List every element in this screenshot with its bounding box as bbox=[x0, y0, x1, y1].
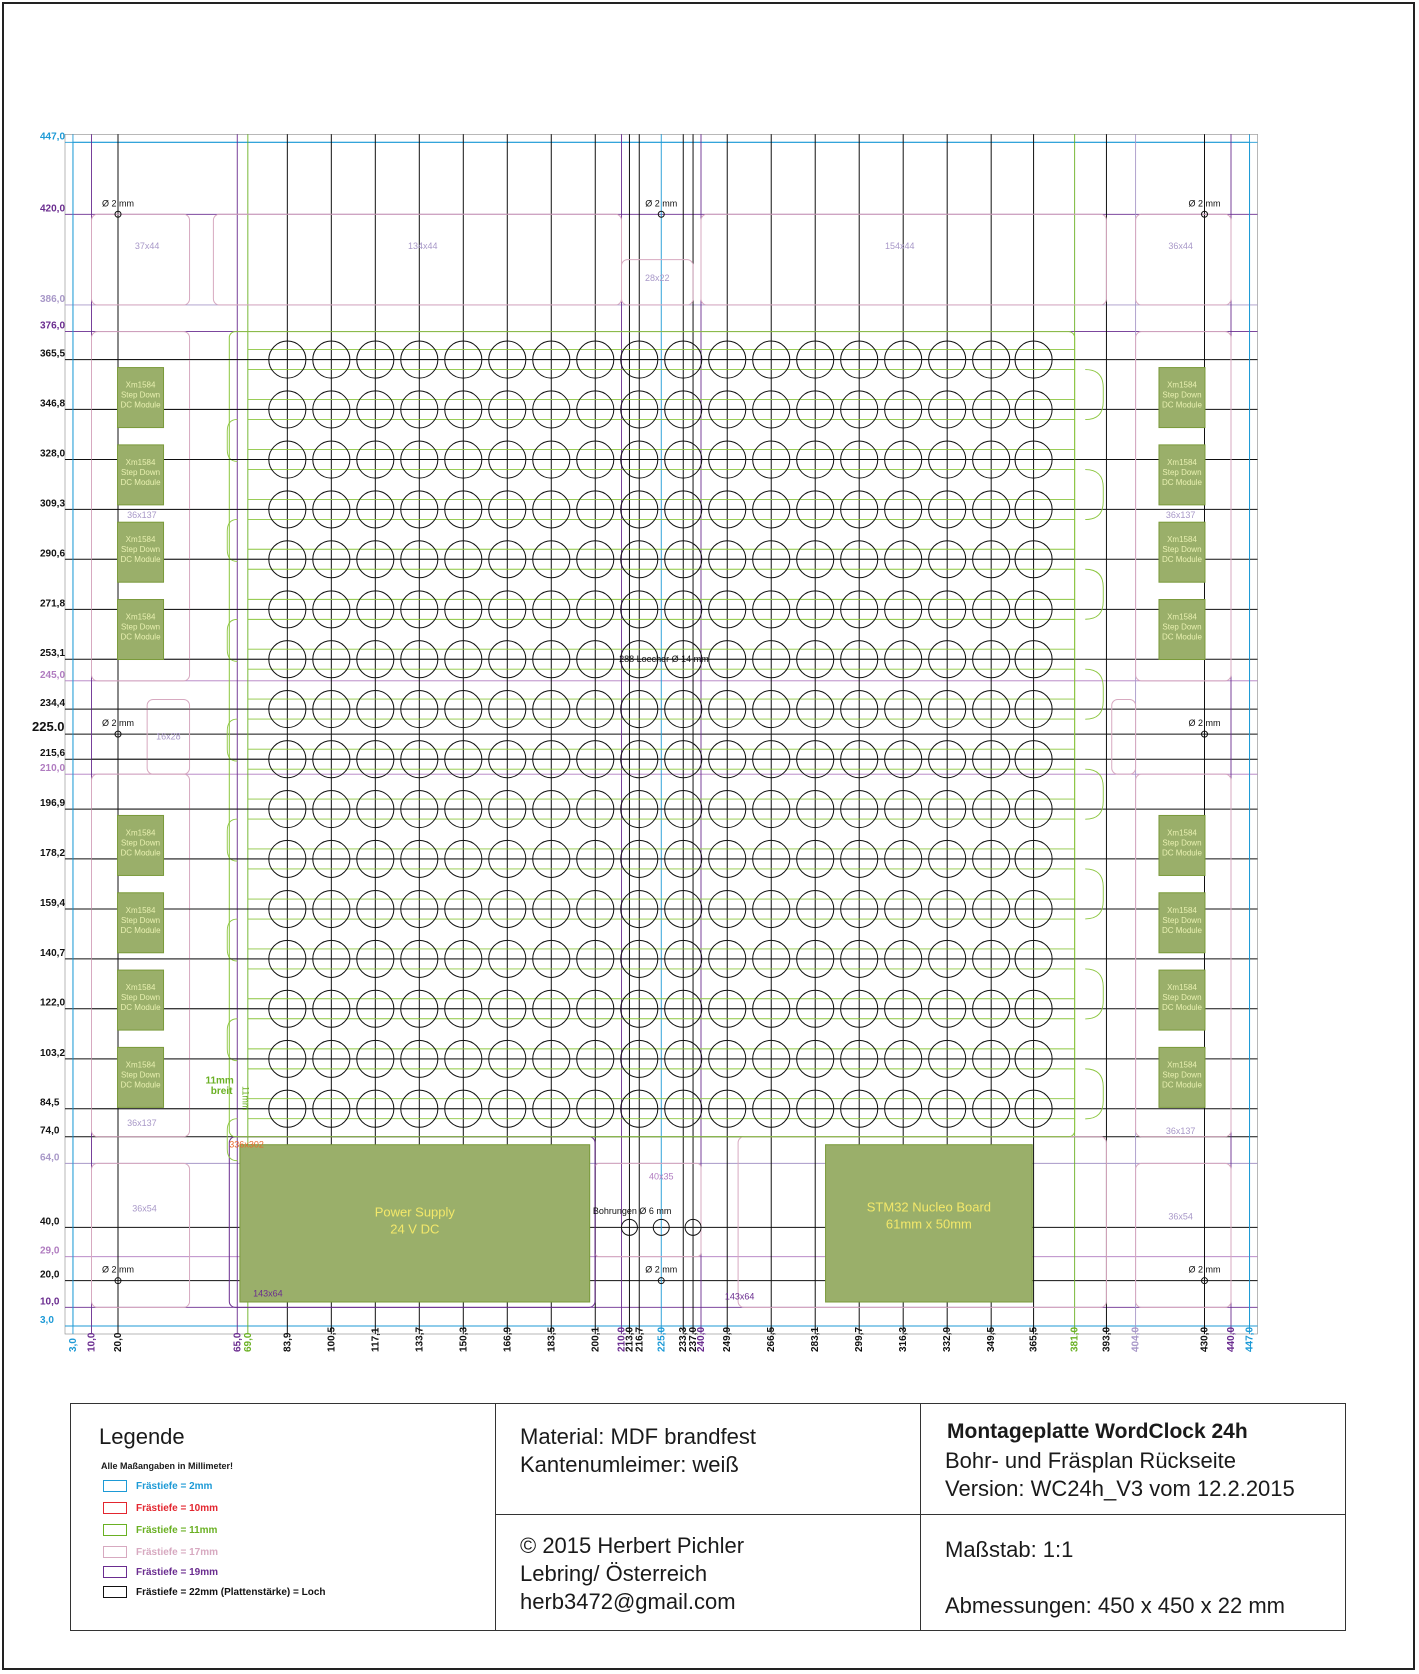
y-dimension-label: 40,0 bbox=[40, 1216, 60, 1228]
y-dimension-label: 447,0 bbox=[40, 131, 66, 143]
drill-label: Ø 2 mm bbox=[102, 198, 135, 209]
legend-swatch bbox=[103, 1566, 127, 1578]
y-dimension-label: 245,0 bbox=[40, 669, 66, 681]
pocket-label: 36x44 bbox=[1168, 240, 1193, 251]
channel-loop bbox=[1085, 370, 1103, 420]
edging-text: Kantenumleimer: weiß bbox=[520, 1452, 739, 1477]
y-dimension-label: 234,4 bbox=[40, 698, 66, 710]
legend-item bbox=[103, 1584, 326, 1600]
legend-label: Frästiefe = 11mm bbox=[136, 1524, 218, 1536]
pocket-label: 36x54 bbox=[1168, 1211, 1193, 1222]
x-dimension-label: 447,0 bbox=[1244, 1326, 1256, 1352]
channel-loop bbox=[227, 619, 237, 661]
y-dimension-label: 10,0 bbox=[40, 1296, 60, 1308]
milling-width-label: breit bbox=[210, 1086, 233, 1098]
pocket-top-right-wide bbox=[701, 214, 1106, 305]
y-dimension-label: 225.0 bbox=[32, 719, 65, 735]
x-dimension-label: 404,0 bbox=[1130, 1326, 1142, 1352]
module-label: DC Module bbox=[120, 632, 161, 642]
module-label: Step Down bbox=[1162, 390, 1202, 400]
channel-loop bbox=[227, 719, 237, 761]
x-dimension-label: 213,0 bbox=[624, 1326, 636, 1352]
module-label: Step Down bbox=[1162, 1070, 1202, 1080]
legend-item bbox=[103, 1500, 218, 1516]
pocket-label: 36x54 bbox=[132, 1203, 157, 1214]
module-label: Xm1584 bbox=[1167, 1060, 1197, 1070]
module-label: DC Module bbox=[1161, 848, 1202, 858]
hole-matrix bbox=[92, 211, 1208, 1283]
power-supply-label: 24 V DC bbox=[390, 1221, 440, 1237]
legend-item bbox=[103, 1522, 217, 1538]
x-dimension-label: 225,0 bbox=[656, 1326, 668, 1352]
y-dimension-label: 346,8 bbox=[40, 398, 66, 410]
drill-label: Ø 2 mm bbox=[645, 1264, 678, 1275]
legend-label: Frästiefe = 19mm bbox=[136, 1566, 218, 1578]
module-label: DC Module bbox=[120, 1003, 161, 1013]
y-dimension-label: 290,6 bbox=[40, 548, 66, 560]
stm32-label: 61mm x 50mm bbox=[885, 1216, 972, 1232]
pocket-label: 154x44 bbox=[884, 240, 915, 251]
legend bbox=[71, 1404, 496, 1630]
x-dimension-label: 100,5 bbox=[326, 1326, 338, 1352]
x-dimension-label: 240,0 bbox=[696, 1326, 707, 1352]
y-dimension-label: 159,4 bbox=[40, 898, 66, 910]
pocket-label: 336x302 bbox=[229, 1139, 264, 1150]
y-dimension-label: 64,0 bbox=[40, 1152, 60, 1164]
milling-vertical-label: 11mm bbox=[240, 1086, 251, 1111]
module-label: DC Module bbox=[1161, 555, 1202, 565]
location-text: Lebring/ Österreich bbox=[520, 1561, 708, 1586]
x-dimension-label: 316,3 bbox=[898, 1326, 910, 1352]
module-label: DC Module bbox=[1161, 632, 1202, 642]
module-label: DC Module bbox=[120, 477, 161, 487]
y-dimension-label: 309,3 bbox=[40, 498, 66, 510]
drill-label: Ø 2 mm bbox=[1188, 1264, 1221, 1275]
x-dimension-label: 249,9 bbox=[722, 1326, 734, 1352]
y-dimension-label: 253,1 bbox=[40, 648, 66, 660]
y-dimension-label: 178,2 bbox=[40, 847, 66, 859]
legend-label: Frästiefe = 10mm bbox=[136, 1502, 218, 1514]
project-subtitle: Bohr- und Fräsplan Rückseite bbox=[945, 1448, 1237, 1473]
y-dimension-label: 29,0 bbox=[40, 1245, 60, 1257]
y-dimension-label: 3,0 bbox=[40, 1315, 54, 1327]
module-label: Step Down bbox=[120, 622, 161, 632]
x-dimension-label: 83,9 bbox=[282, 1332, 294, 1352]
pocket-label: 36x137 bbox=[1165, 510, 1196, 521]
module-label: DC Module bbox=[120, 848, 161, 858]
y-dimension-label: 376,0 bbox=[40, 320, 66, 332]
x-dimension-label: 266,5 bbox=[766, 1326, 778, 1352]
pocket-label: 36x137 bbox=[127, 1118, 157, 1129]
y-dimension-label: 215,6 bbox=[40, 748, 66, 760]
title-block bbox=[70, 1403, 1346, 1631]
x-dimension-label: 69,0 bbox=[242, 1332, 254, 1352]
pocket-top-left bbox=[92, 214, 190, 305]
module-label: Xm1584 bbox=[1167, 905, 1197, 915]
x-dimension-label: 210,0 bbox=[616, 1326, 628, 1352]
y-dimension-label: 20,0 bbox=[40, 1269, 60, 1281]
x-dimension-label: 3,0 bbox=[67, 1338, 79, 1352]
channel-loop bbox=[227, 919, 237, 961]
pocket-top-mid bbox=[213, 214, 621, 305]
pocket-label: 36x137 bbox=[127, 510, 157, 521]
x-dimension-label: 349,5 bbox=[986, 1326, 998, 1352]
pocket-label: 16x28 bbox=[156, 731, 181, 742]
channel-loop bbox=[1085, 869, 1103, 919]
x-dimension-label: 393,0 bbox=[1101, 1326, 1113, 1352]
pocket-bottom-left bbox=[92, 1163, 190, 1307]
legend-swatch bbox=[103, 1546, 127, 1558]
y-dimension-label: 103,2 bbox=[40, 1047, 66, 1059]
module-label: DC Module bbox=[1161, 477, 1202, 487]
x-dimension-label: 117,1 bbox=[370, 1327, 382, 1352]
material-text: Material: MDF brandfest bbox=[520, 1424, 756, 1449]
y-dimension-label: 196,9 bbox=[40, 798, 66, 810]
legend-swatch bbox=[103, 1586, 127, 1598]
channel-loop bbox=[227, 519, 237, 561]
channel-loop bbox=[1085, 1069, 1103, 1119]
pocket-label: 143x64 bbox=[253, 1288, 283, 1299]
project-box bbox=[921, 1404, 1345, 1515]
legend-item bbox=[103, 1478, 212, 1494]
module-label: Xm1584 bbox=[1167, 535, 1197, 545]
y-dimension-label: 420,0 bbox=[40, 203, 66, 215]
y-dimension-label: 210,0 bbox=[40, 763, 66, 775]
module-label: Step Down bbox=[1162, 545, 1202, 555]
x-dimension-label: 10,0 bbox=[86, 1332, 98, 1352]
legend-swatch bbox=[103, 1502, 127, 1514]
x-dimension-label: 233,3 bbox=[678, 1326, 690, 1352]
legend-swatch bbox=[103, 1524, 127, 1536]
legend-title: Legende bbox=[99, 1424, 185, 1449]
y-dimension-label: 122,0 bbox=[40, 997, 66, 1009]
x-dimension-label: 183,5 bbox=[546, 1326, 558, 1352]
pocket-label: 28x22 bbox=[645, 272, 670, 283]
module-label: Step Down bbox=[120, 1070, 161, 1080]
x-dimension-label: 440,0 bbox=[1226, 1326, 1237, 1352]
module-label: DC Module bbox=[120, 925, 161, 935]
module-label: Step Down bbox=[120, 915, 161, 925]
x-dimension-label: 381,0 bbox=[1069, 1326, 1081, 1352]
y-dimension-label: 328,0 bbox=[40, 448, 66, 460]
module-label: Step Down bbox=[120, 993, 161, 1003]
module-label: Step Down bbox=[1162, 467, 1202, 477]
power-supply-label: Power Supply bbox=[374, 1204, 455, 1220]
y-dimension-label: 84,5 bbox=[40, 1097, 60, 1109]
legend-subtitle: Alle Maßangaben in Millimeter! bbox=[101, 1461, 234, 1471]
x-dimension-label: 133,7 bbox=[414, 1326, 426, 1352]
module-label: Xm1584 bbox=[125, 983, 156, 993]
legend-item bbox=[103, 1544, 218, 1560]
copyright-text: © 2015 Herbert Pichler bbox=[520, 1533, 745, 1558]
material-box bbox=[496, 1404, 921, 1515]
pocket-label: 143x64 bbox=[724, 1291, 755, 1302]
module-label: Xm1584 bbox=[125, 380, 156, 390]
project-title: Montageplatte WordClock 24h bbox=[947, 1420, 1248, 1443]
x-dimension-label: 166,9 bbox=[502, 1326, 514, 1352]
pocket-top-right bbox=[1136, 214, 1231, 305]
module-label: DC Module bbox=[1161, 925, 1202, 935]
x-dimension-label: 430,0 bbox=[1199, 1326, 1211, 1352]
module-label: DC Module bbox=[120, 555, 161, 565]
x-dimension-label: 65,0 bbox=[232, 1332, 244, 1352]
module-label: Step Down bbox=[120, 390, 161, 400]
module-label: Xm1584 bbox=[1167, 983, 1197, 993]
drill-label: Ø 2 mm bbox=[1188, 198, 1221, 209]
channel-loop bbox=[1085, 669, 1103, 719]
x-dimension-label: 200,1 bbox=[590, 1326, 602, 1352]
drill-label: Ø 2 mm bbox=[102, 1264, 135, 1275]
x-dimension-label: 20,0 bbox=[113, 1332, 124, 1352]
channel-loop bbox=[1085, 769, 1103, 819]
module-label: Xm1584 bbox=[125, 905, 156, 915]
email-text: herb3472@gmail.com bbox=[520, 1589, 736, 1614]
module-label: Step Down bbox=[120, 838, 161, 848]
author-box bbox=[496, 1515, 921, 1630]
channel-loop bbox=[1085, 470, 1103, 520]
module-label: Xm1584 bbox=[125, 535, 156, 545]
module-label: Xm1584 bbox=[1167, 612, 1197, 622]
pocket-label: 40x35 bbox=[648, 1171, 674, 1182]
module-label: DC Module bbox=[120, 1080, 161, 1090]
legend-label: Frästiefe = 22mm (Plattenstärke) = Loch bbox=[136, 1586, 326, 1598]
pocket-label: 37x44 bbox=[134, 240, 160, 251]
x-dimension-label: 237,0 bbox=[688, 1326, 700, 1352]
channel-loop bbox=[1085, 969, 1103, 1019]
module-label: Step Down bbox=[120, 545, 161, 555]
milling-width-label: 11mm bbox=[205, 1075, 234, 1087]
module-label: Xm1584 bbox=[1167, 457, 1197, 467]
y-dimension-label: 365,5 bbox=[40, 348, 66, 360]
x-dimension-label: 299,7 bbox=[854, 1326, 866, 1352]
x-dimension-label: 332,9 bbox=[942, 1326, 954, 1352]
module-label: Xm1584 bbox=[125, 612, 156, 622]
legend-item bbox=[103, 1564, 218, 1580]
legend-swatch bbox=[103, 1480, 127, 1492]
module-label: Xm1584 bbox=[125, 828, 156, 838]
drill-label: Ø 2 mm bbox=[645, 198, 678, 209]
x-dimension-label: 150,3 bbox=[458, 1326, 470, 1352]
module-label: Xm1584 bbox=[1167, 828, 1197, 838]
module-label: Step Down bbox=[1162, 838, 1202, 848]
module-label: Step Down bbox=[120, 467, 161, 477]
channel-loop bbox=[227, 419, 237, 461]
module-label: Step Down bbox=[1162, 622, 1202, 632]
module-label: Step Down bbox=[1162, 915, 1202, 925]
bohrungen-label: Bohrungen Ø 6 mm bbox=[592, 1206, 672, 1217]
pocket-label: 134x44 bbox=[407, 240, 438, 251]
y-dimension-label: 140,7 bbox=[40, 947, 66, 959]
x-dimension-label: 216,7 bbox=[634, 1326, 646, 1352]
y-dimension-label: 271,8 bbox=[40, 598, 66, 610]
module-label: DC Module bbox=[1161, 1003, 1202, 1013]
channel-loop bbox=[1085, 569, 1103, 619]
pocket-label: 36x137 bbox=[1165, 1126, 1196, 1137]
module-label: Xm1584 bbox=[125, 1060, 156, 1070]
stm32-label: STM32 Nucleo Board bbox=[866, 1199, 992, 1215]
y-dimension-label: 74,0 bbox=[40, 1125, 60, 1137]
drill-label: Ø 2 mm bbox=[1188, 718, 1221, 729]
version-text: Version: WC24h_V3 vom 12.2.2015 bbox=[945, 1476, 1295, 1501]
x-dimension-label: 283,1 bbox=[810, 1326, 822, 1352]
x-dimension-label: 365,5 bbox=[1028, 1326, 1040, 1352]
module-label: Step Down bbox=[1162, 993, 1202, 1003]
pocket-right-center bbox=[1112, 699, 1136, 774]
module-label: DC Module bbox=[1161, 1080, 1202, 1090]
legend-label: Frästiefe = 17mm bbox=[136, 1546, 218, 1558]
channel-loop bbox=[227, 819, 237, 861]
pocket-bottom-right bbox=[1136, 1163, 1231, 1307]
hole-count-label: 288 Loecher Ø 14 mm bbox=[619, 654, 709, 665]
legend-label: Frästiefe = 2mm bbox=[136, 1480, 213, 1492]
module-label: DC Module bbox=[120, 400, 161, 410]
module-label: Xm1584 bbox=[1167, 380, 1197, 390]
drill-label: Ø 2 mm bbox=[102, 718, 135, 729]
scale-box bbox=[921, 1515, 1345, 1630]
module-label: DC Module bbox=[1161, 400, 1202, 410]
y-dimension-label: 386,0 bbox=[40, 293, 66, 305]
channel-loop bbox=[227, 1019, 237, 1061]
scale-text: Maßstab: 1:1 bbox=[945, 1537, 1074, 1562]
dimensions-text: Abmessungen: 450 x 450 x 22 mm bbox=[945, 1593, 1285, 1618]
module-label: Xm1584 bbox=[125, 457, 156, 467]
